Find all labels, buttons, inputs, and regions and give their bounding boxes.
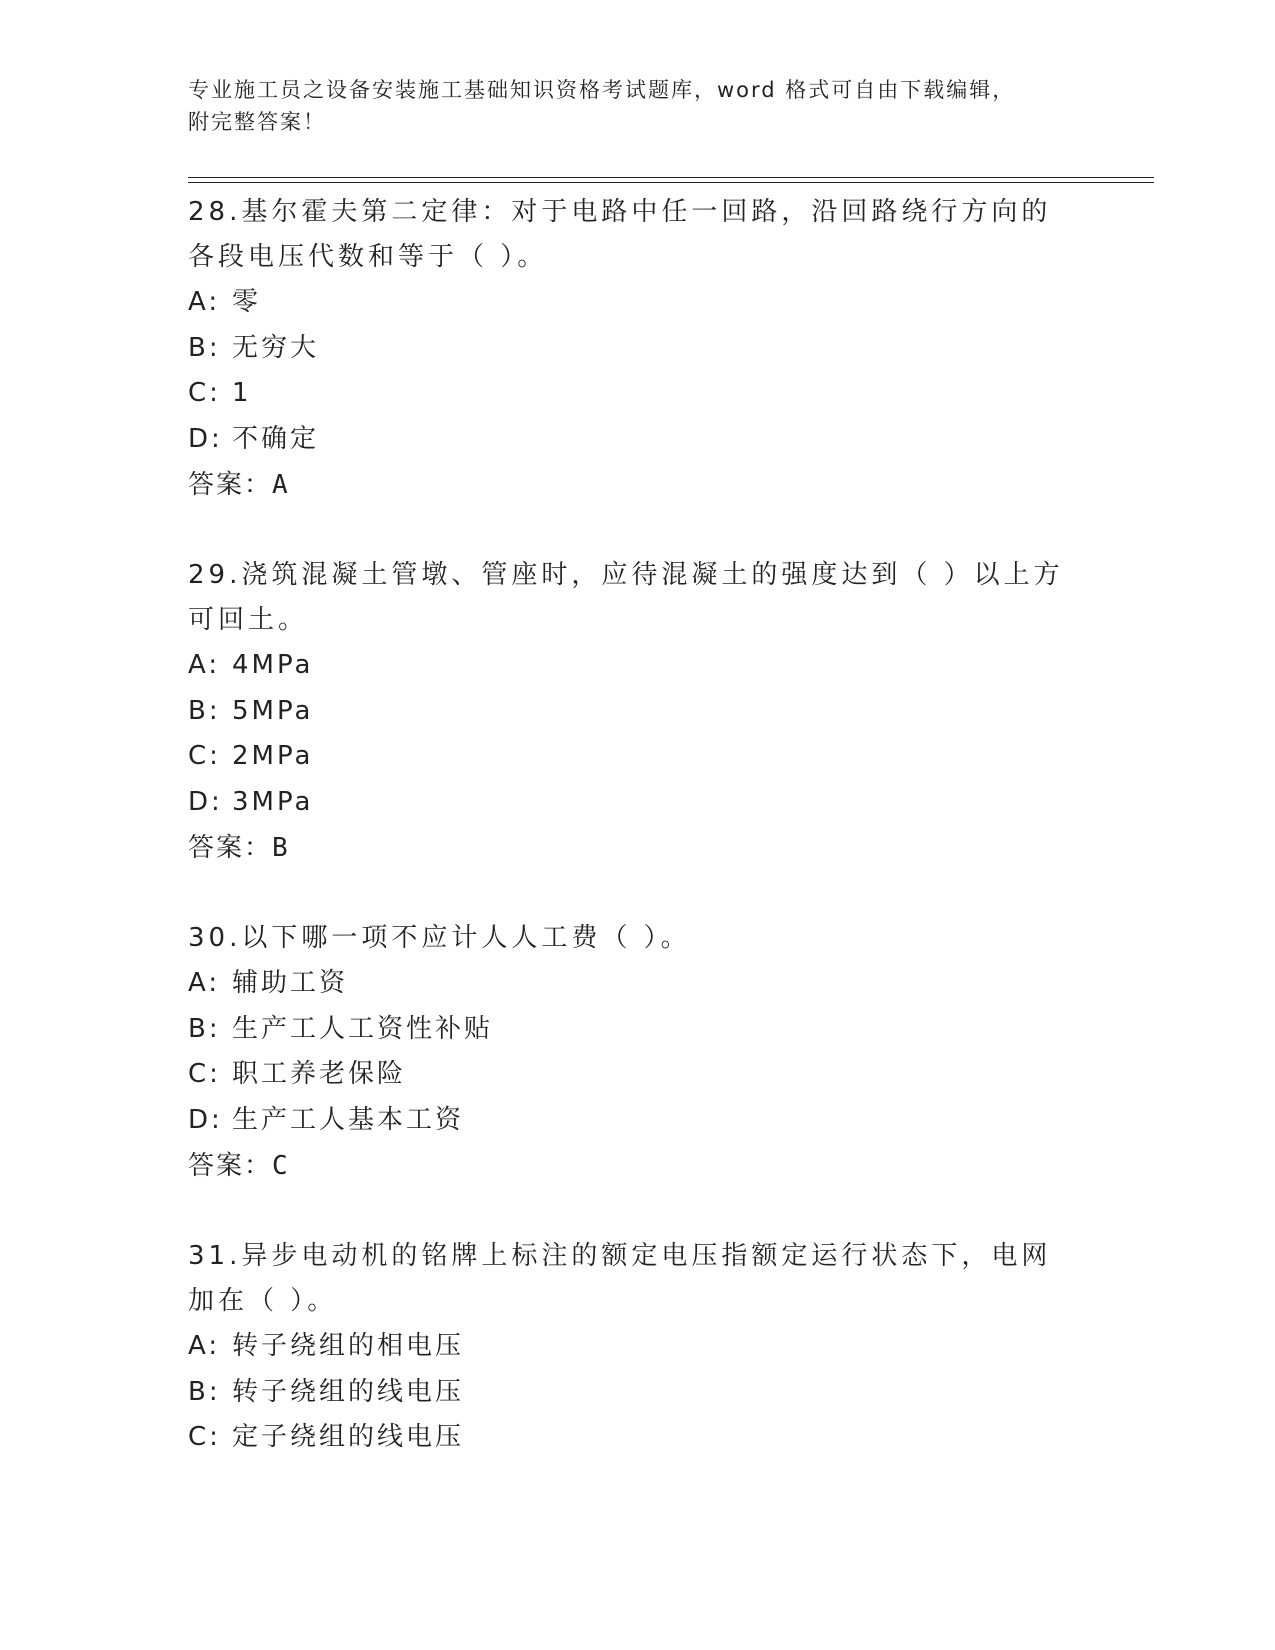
document-header [188, 74, 1068, 138]
option-c [188, 1052, 1078, 1098]
option-text: 辅助工资 [232, 968, 349, 998]
option-a [188, 280, 1078, 326]
option-key: C: [188, 741, 221, 771]
option-key: A: [188, 650, 221, 680]
header-divider-bottom [188, 182, 1154, 183]
option-key: D: [188, 786, 223, 817]
answer-line: 答案：A [188, 470, 290, 500]
option-key: C: [188, 1059, 221, 1089]
question-stem: 30.以下哪一项不应计人人工费（ ）。 [188, 923, 691, 953]
option-b [188, 326, 1078, 372]
option-text: 5MPa [232, 695, 314, 726]
option-text: 定子绕组的线电压 [232, 1422, 465, 1452]
option-text: 4MPa [232, 650, 314, 680]
header-line-2: 附完整答案！ [188, 110, 326, 134]
option-text: 2MPa [232, 741, 314, 771]
option-text: 不确定 [232, 423, 320, 454]
option-d [188, 1098, 1078, 1144]
option-c [188, 1415, 1078, 1461]
header-line-1: 专业施工员之设备安装施工基础知识资格考试题库，word 格式可自由下载编辑， [188, 78, 1016, 102]
option-key: A: [188, 968, 221, 998]
question-31 [188, 1234, 1078, 1461]
question-stem: 29.浇筑混凝土管墩、管座时，应待混凝土的强度达到（ ）以上方可回土。 [188, 560, 1064, 635]
question-list [188, 190, 1078, 1461]
option-c [188, 371, 1078, 417]
option-b [188, 1370, 1078, 1416]
option-text: 1 [232, 378, 252, 408]
option-a [188, 643, 1078, 689]
option-text: 生产工人基本工资 [232, 1104, 465, 1135]
question-29 [188, 553, 1078, 871]
option-key: A: [188, 287, 221, 317]
question-stem: 31.异步电动机的铭牌上标注的额定电压指额定运行状态下，电网加在（ ）。 [188, 1241, 1052, 1316]
option-text: 职工养老保险 [232, 1059, 407, 1089]
option-text: 零 [232, 287, 262, 317]
option-key: B: [188, 1013, 221, 1044]
option-d [188, 780, 1078, 826]
option-key: C: [188, 378, 221, 408]
option-b [188, 689, 1078, 735]
option-text: 转子绕组的线电压 [232, 1376, 465, 1407]
option-key: B: [188, 332, 221, 363]
option-key: C: [188, 1422, 221, 1452]
option-key: A: [188, 1331, 221, 1361]
answer-line: 答案：B [188, 833, 290, 863]
option-text: 转子绕组的相电压 [232, 1331, 465, 1361]
option-a [188, 1324, 1078, 1370]
question-28 [188, 190, 1078, 508]
question-stem: 28.基尔霍夫第二定律：对于电路中任一回路，沿回路绕行方向的各段电压代数和等于（ ）。 [188, 197, 1052, 272]
option-text: 3MPa [232, 786, 314, 817]
option-a [188, 961, 1078, 1007]
option-key: B: [188, 1376, 221, 1407]
header-divider-top [188, 177, 1154, 178]
option-c [188, 734, 1078, 780]
option-key: D: [188, 1104, 223, 1135]
option-d [188, 417, 1078, 463]
option-key: B: [188, 695, 221, 726]
option-text: 无穷大 [232, 332, 320, 363]
option-key: D: [188, 423, 223, 454]
option-b [188, 1007, 1078, 1053]
option-text: 生产工人工资性补贴 [232, 1013, 494, 1044]
question-30 [188, 916, 1078, 1189]
answer-line: 答案：C [188, 1151, 290, 1181]
